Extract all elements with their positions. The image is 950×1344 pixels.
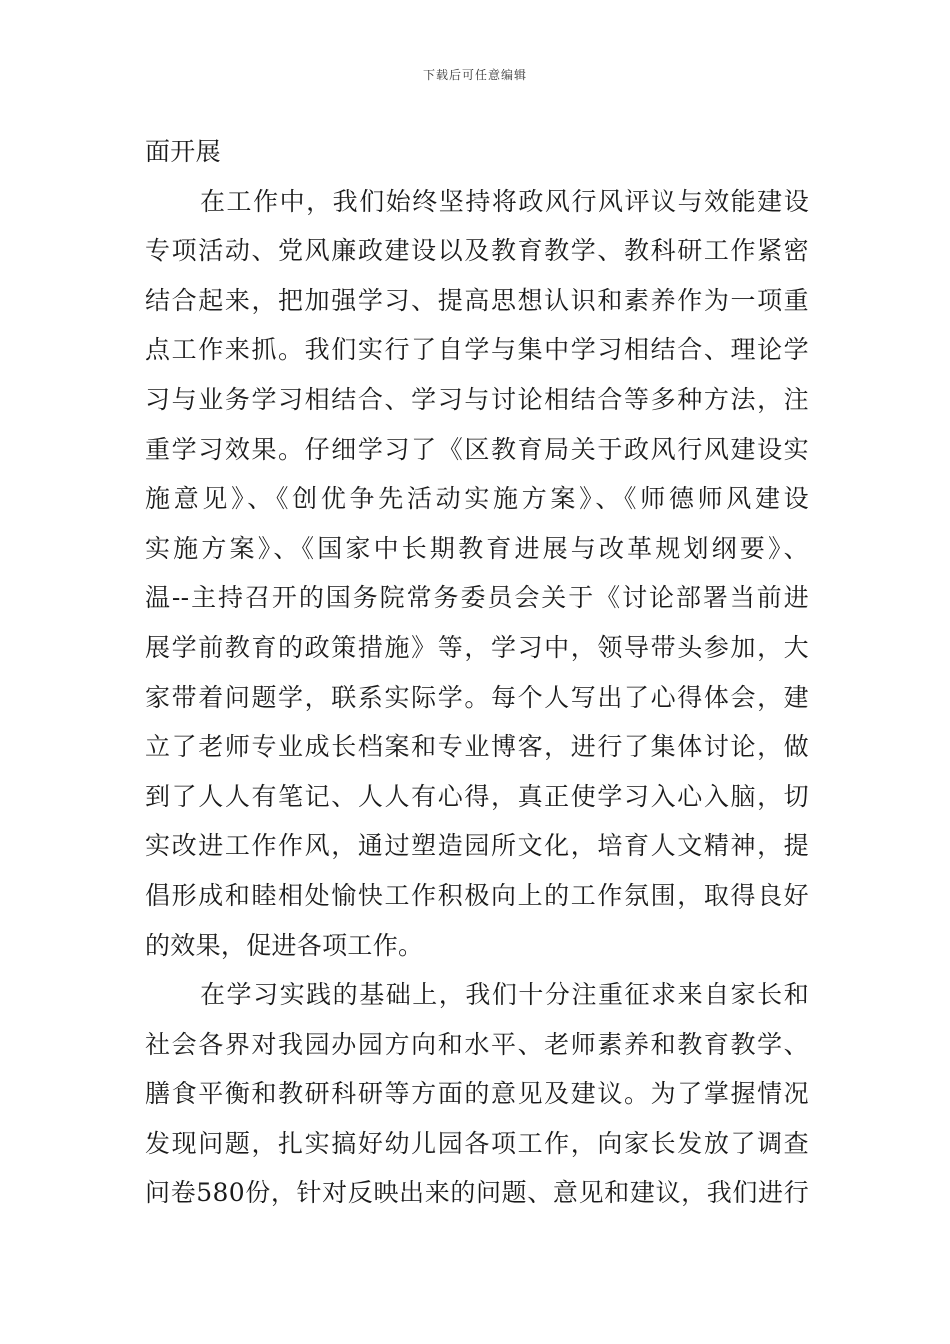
text-line: 到了人人有笔记、人人有心得，真正使学习入心入脑，切 xyxy=(145,781,809,811)
text-line: 发现问题，扎实搞好幼儿园各项工作，向家长发放了调查 xyxy=(145,1128,809,1158)
text-line: 实施方案》、《国家中长期教育进展与改革规划纲要》、 xyxy=(145,533,809,563)
text-line: 温--主持召开的国务院常务委员会关于《讨论部署当前进 xyxy=(145,583,809,613)
text-line: 结合起来，把加强学习、提高思想认识和素养作为一项重 xyxy=(145,285,809,315)
document-body xyxy=(145,127,809,1218)
text-line: 实改进工作作风，通过塑造园所文化，培育人文精神，提 xyxy=(145,831,809,861)
text-line: 面开展 xyxy=(145,137,221,166)
text-line: 施意见》、《创优争先活动实施方案》、《师德师风建设 xyxy=(145,484,809,514)
text-line: 问卷580份，针对反映出来的问题、意见和建议，我们进行 xyxy=(145,1178,809,1208)
text-line: 家带着问题学，联系实际学。每个人写出了心得体会，建 xyxy=(145,682,809,712)
text-line: 倡形成和睦相处愉快工作积极向上的工作氛围，取得良好 xyxy=(145,880,809,910)
paragraph-first-line: 在工作中，我们始终坚持将政风行风评议与效能建设 xyxy=(200,186,809,216)
page-header: 下载后可任意编辑 xyxy=(422,68,527,82)
text-line: 膳食平衡和教研科研等方面的意见及建议。为了掌握情况 xyxy=(145,1079,809,1109)
text-line: 立了老师专业成长档案和专业博客，进行了集体讨论，做 xyxy=(145,732,809,762)
text-line: 专项活动、党风廉政建设以及教育教学、教科研工作紧密 xyxy=(145,236,809,266)
text-line: 重学习效果。仔细学习了《区教育局关于政风行风建设实 xyxy=(145,434,809,464)
text-line: 展学前教育的政策措施》等，学习中，领导带头参加，大 xyxy=(145,632,809,662)
text-line: 的效果，促进各项工作。 xyxy=(145,930,424,960)
text-line: 社会各界对我园办园方向和水平、老师素养和教育教学、 xyxy=(145,1029,809,1059)
text-line: 点工作来抓。我们实行了自学与集中学习相结合、理论学 xyxy=(145,335,809,365)
paragraph-first-line: 在学习实践的基础上，我们十分注重征求来自家长和 xyxy=(200,980,809,1010)
text-line: 习与业务学习相结合、学习与讨论相结合等多种方法，注 xyxy=(145,384,809,414)
